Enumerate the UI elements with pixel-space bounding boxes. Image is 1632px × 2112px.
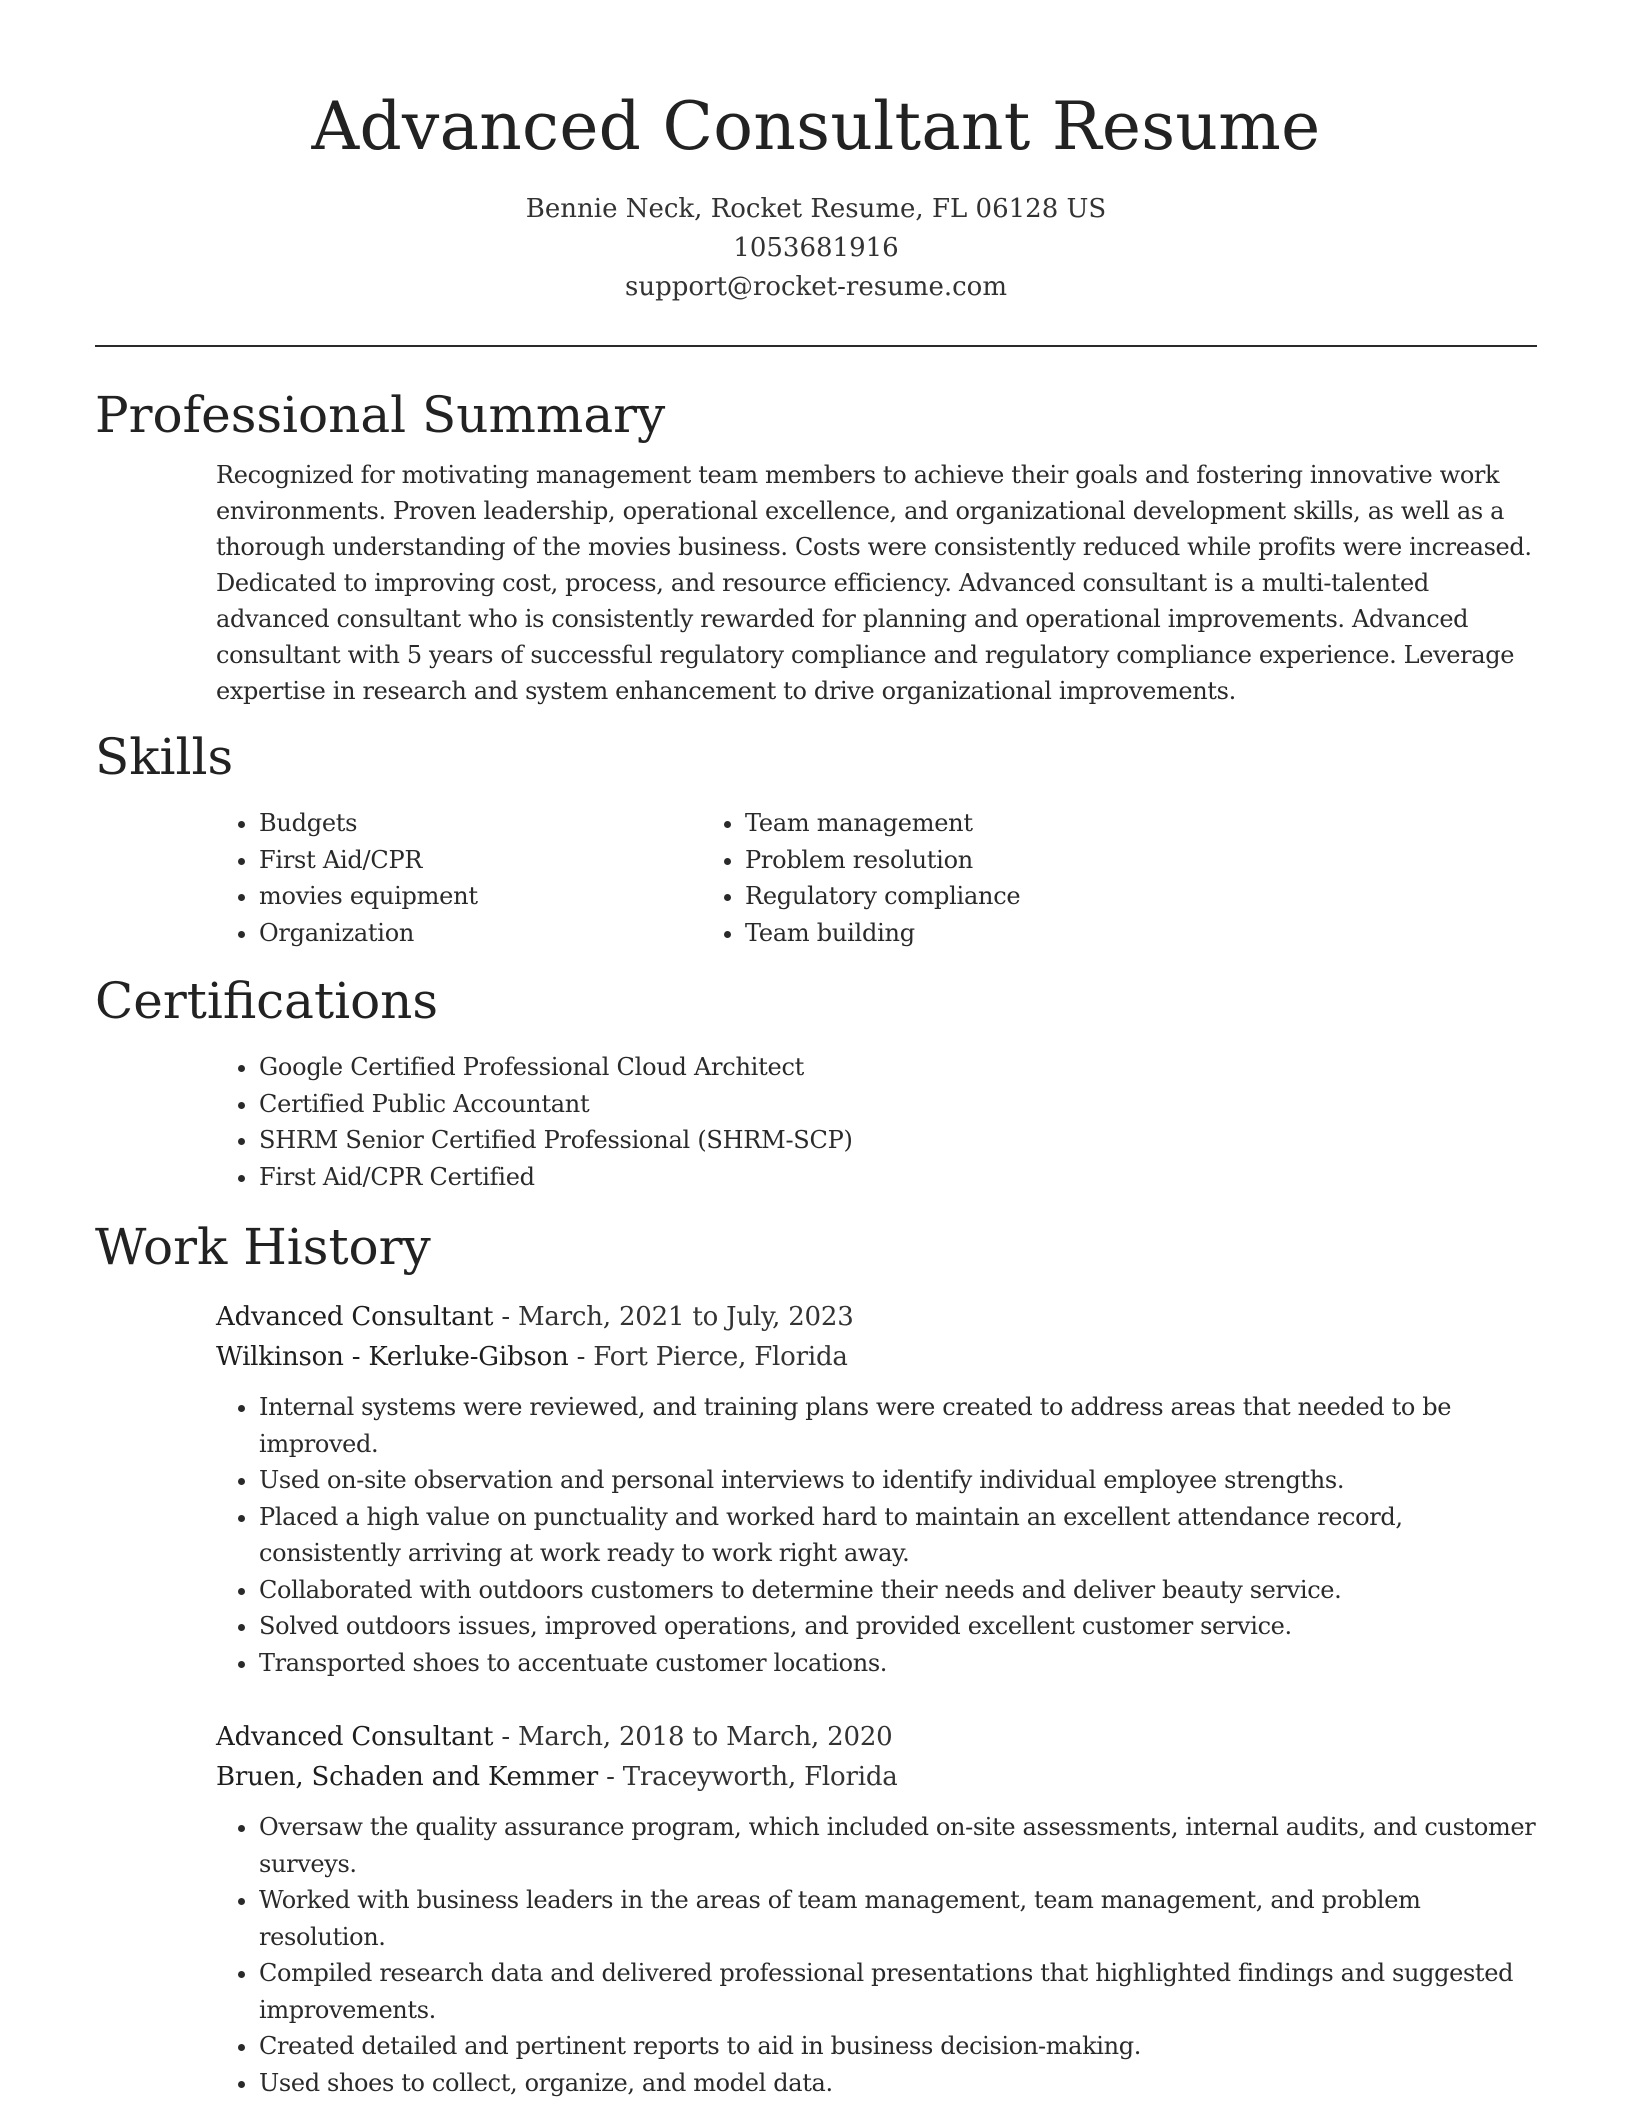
skill-item: • Budgets — [259, 805, 745, 842]
contact-block — [95, 190, 1537, 307]
job-location: - Fort Pierce, Florida — [568, 1342, 848, 1372]
certification-item: • SHRM Senior Certified Professional (SHRM-SCP) — [259, 1122, 1537, 1159]
skills-heading: Skills — [95, 728, 234, 786]
job-duties-list — [95, 1809, 1537, 2101]
skills-grid — [95, 805, 1537, 951]
job-duty: • Oversaw the quality assurance program, which included on-site assessments, internal audits, and customer surveys. — [259, 1809, 1537, 1882]
skill-item: • Problem resolution — [745, 842, 1231, 879]
skill-item: • Regulatory compliance — [745, 878, 1231, 915]
job-entry — [95, 1297, 1537, 1681]
job-duty: • Used shoes to collect, organize, and model data. — [259, 2065, 1537, 2102]
certification-item: • Google Certified Professional Cloud Architect — [259, 1049, 1537, 1086]
skills-section — [95, 725, 1537, 951]
summary-text: Recognized for motivating management team members to achieve their goals and fostering innovative work environments. Proven leadership, operational excellence, and organizational development skills, as well as a thorough understanding of the movies business. Costs were consistently reduced while profits were increased. Dedicated to improving cost, process, and resource efficiency. Advanced consultant is a multi-talented advanced consultant who is consistently rewarded for planning and operational improvements. Advanced consultant with 5 years of successful regulatory compliance and regulatory compliance experience. Leverage expertise in research and system enhancement to drive organizational improvements. — [216, 461, 1532, 705]
job-header — [216, 1717, 1537, 1797]
job-duties-list — [95, 1389, 1537, 1681]
job-dates: - March, 2021 to July, 2023 — [493, 1302, 854, 1332]
skill-item: • Team building — [745, 915, 1231, 952]
contact-address: Bennie Neck, Rocket Resume, FL 06128 US — [525, 194, 1107, 224]
work-history-heading: Work History — [95, 1218, 431, 1276]
skill-item: • First Aid/CPR — [259, 842, 745, 879]
contact-phone: 1053681916 — [733, 233, 899, 263]
job-duty: • Solved outdoors issues, improved operations, and provided excellent customer service. — [259, 1608, 1537, 1645]
contact-email: support@rocket-resume.com — [624, 272, 1007, 302]
job-duty: • Created detailed and pertinent reports to aid in business decision-making. — [259, 2028, 1537, 2065]
resume-page — [95, 0, 1537, 2101]
summary-heading: Professional Summary — [95, 386, 666, 444]
skill-item: • movies equipment — [259, 878, 745, 915]
job-company: Wilkinson - Kerluke-Gibson — [216, 1342, 569, 1372]
job-duty: • Transported shoes to accentuate customer locations. — [259, 1645, 1537, 1682]
job-duty: • Internal systems were reviewed, and training plans were created to address areas that needed to be improved. — [259, 1389, 1537, 1462]
job-duty: • Worked with business leaders in the areas of team management, team management, and problem resolution. — [259, 1882, 1537, 1955]
skill-item: • Organization — [259, 915, 745, 952]
certifications-list — [95, 1049, 1537, 1195]
certification-item: • Certified Public Accountant — [259, 1086, 1537, 1123]
job-duty: • Collaborated with outdoors customers to determine their needs and deliver beauty service. — [259, 1572, 1537, 1609]
certification-item: • First Aid/CPR Certified — [259, 1159, 1537, 1196]
job-duty: • Used on-site observation and personal interviews to identify individual employee strengths. — [259, 1462, 1537, 1499]
work-history-section — [95, 1215, 1537, 2101]
job-dates: - March, 2018 to March, 2020 — [493, 1722, 893, 1752]
job-title: Advanced Consultant — [216, 1302, 494, 1332]
certifications-section — [95, 969, 1537, 1195]
job-company: Bruen, Schaden and Kemmer — [216, 1762, 598, 1792]
certifications-heading: Certifications — [95, 972, 439, 1030]
skills-column-1 — [95, 805, 745, 951]
skills-column-2 — [745, 805, 1231, 951]
job-title: Advanced Consultant — [216, 1722, 494, 1752]
skill-item: • Team management — [745, 805, 1231, 842]
header-divider — [95, 345, 1537, 347]
job-location: - Traceyworth, Florida — [598, 1762, 898, 1792]
job-duty: • Placed a high value on punctuality and worked hard to maintain an excellent attendance record, consistently arriving at work ready to work right away. — [259, 1499, 1537, 1572]
job-entry — [95, 1717, 1537, 2101]
job-duty: • Compiled research data and delivered professional presentations that highlighted findings and suggested improvements. — [259, 1955, 1537, 2028]
summary-section — [95, 383, 1537, 709]
job-header — [216, 1297, 1537, 1377]
resume-title: Advanced Consultant Resume — [311, 88, 1321, 165]
